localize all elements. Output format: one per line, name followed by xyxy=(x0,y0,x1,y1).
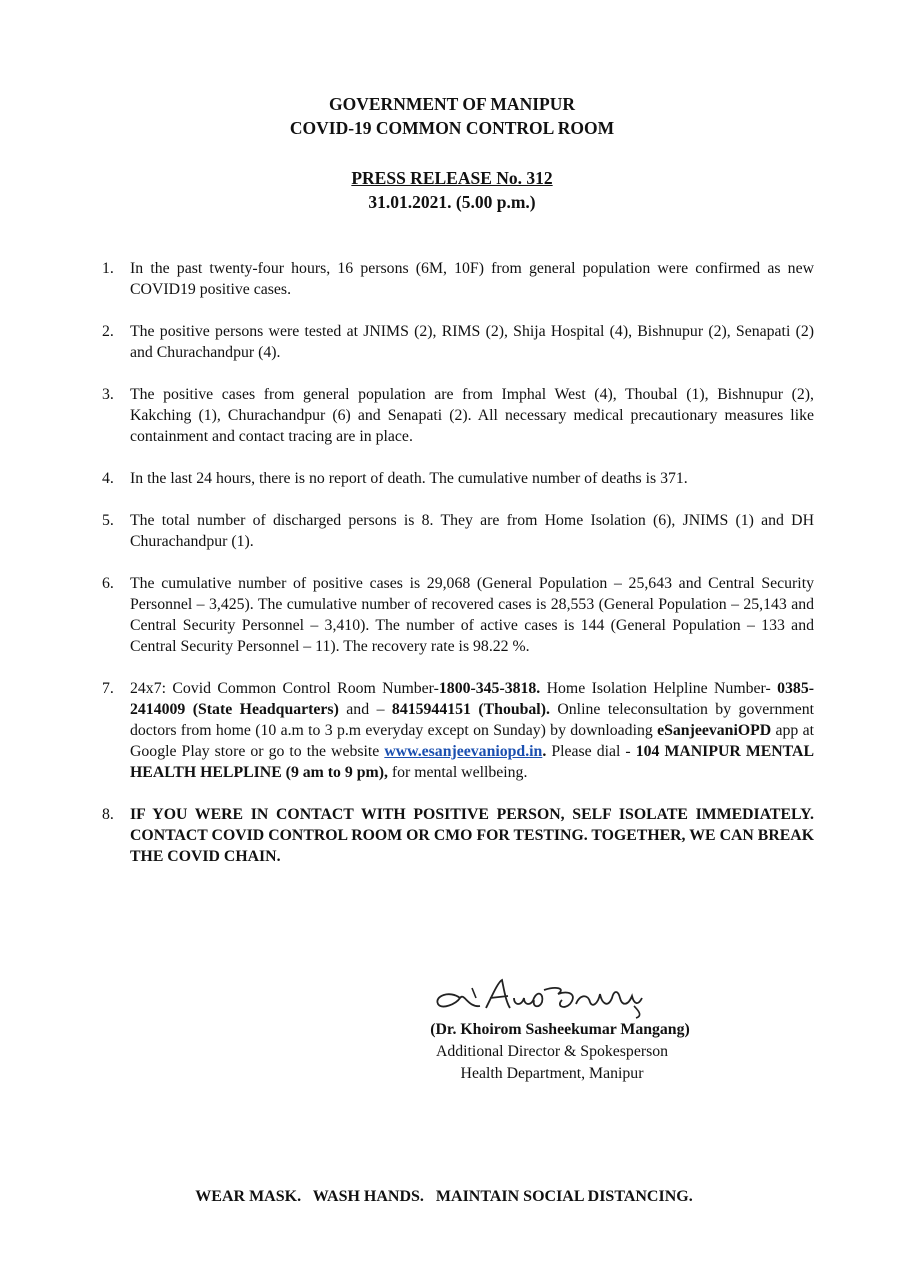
app-name: eSanjeevaniOPD xyxy=(657,722,772,739)
item-text: In the past twenty-four hours, 16 persons (6M, 10F) from general population were confirmed as new COVID19 positive cases. xyxy=(130,260,814,298)
item-text: and – xyxy=(338,701,392,718)
item-number: 3. xyxy=(102,386,114,403)
website-link[interactable]: www.esanjeevaniopd.in xyxy=(384,743,543,760)
list-item xyxy=(100,468,814,489)
item-text: 24x7: Covid Common Control Room Number- xyxy=(130,680,439,697)
item-number: 5. xyxy=(102,512,114,529)
item-text: Online teleconsultation by government doctors from home (10 a.m to 3 p.m everyday except on Sunday) by downloading xyxy=(130,701,815,739)
helpline-item xyxy=(100,678,814,783)
footer-slogan: WEAR MASK. WASH HANDS. MAINTAIN SOCIAL DISTANCING. xyxy=(195,1188,693,1205)
signatory-designation: Additional Director & Spokesperson xyxy=(435,1043,669,1060)
advisory-item xyxy=(100,804,814,867)
signatory-name: (Dr. Khoirom Sasheekumar Mangang) xyxy=(430,1021,690,1038)
thoubal-helpline-number: 8415944151 (Thoubal). xyxy=(391,701,550,718)
signatory-department: Health Department, Manipur xyxy=(460,1065,644,1082)
item-number: 2. xyxy=(102,323,114,340)
item-text: The total number of discharged persons is 8. They are from Home Isolation (6), JNIMS (1) and DH Churachandpur (1). xyxy=(130,512,814,550)
list-item xyxy=(100,258,814,300)
item-text: The cumulative number of positive cases is 29,068 (General Population – 25,643 and Central Security Personnel – 3,425). The cumulative number of recovered cases is 28,553 (General Population – 25,143 and Central Security Personnel – 3,410). The number of active cases is 144 (General Population – 133 and Central Security Personnel – 11). The recovery rate is 98.22 %. xyxy=(130,575,814,655)
control-room-heading: COVID-19 COMMON CONTROL ROOM xyxy=(289,118,615,138)
item-text: app at Google Play store or go to the website xyxy=(130,722,815,760)
release-date: 31.01.2021. (5.00 p.m.) xyxy=(368,192,536,212)
hq-helpline-number: 0385-2414009 (State Headquarters) xyxy=(130,680,814,718)
item-text: The positive persons were tested at JNIMS (2), RIMS (2), Shija Hospital (4), Bishnupur (2), Senapati (2) and Churachandpur (4). xyxy=(130,323,814,361)
item-text: The positive cases from general population are from Imphal West (4), Thoubal (1), Bishnupur (2), Kakching (1), Churachandpur (6) and Senapati (2). All necessary medical precautionary measures like containment and contact tracing are in place. xyxy=(130,386,814,445)
control-room-number: 1800-345-3818. xyxy=(438,680,541,697)
link-period: . xyxy=(542,743,547,760)
mental-health-helpline: 104 MANIPUR MENTAL HEALTH HELPLINE (9 am to 9 pm), xyxy=(130,743,814,781)
list-item xyxy=(100,510,814,552)
handwritten-signature xyxy=(428,976,658,1020)
release-items xyxy=(100,258,814,888)
list-item xyxy=(100,321,814,363)
list-item xyxy=(100,573,814,657)
government-heading: GOVERNMENT OF MANIPUR xyxy=(329,94,575,114)
item-number: 8. xyxy=(102,806,114,823)
item-number: 4. xyxy=(102,470,114,487)
item-number: 1. xyxy=(102,260,114,277)
advisory-text: IF YOU WERE IN CONTACT WITH POSITIVE PERSON, SELF ISOLATE IMMEDIATELY. CONTACT COVID CONTROL ROOM OR CMO FOR TESTING. TOGETHER, WE CAN BREAK THE COVID CHAIN. xyxy=(130,806,814,865)
item-number: 7. xyxy=(102,680,114,697)
item-text: In the last 24 hours, there is no report of death. The cumulative number of deaths is 371. xyxy=(130,470,688,487)
item-text: for mental wellbeing. xyxy=(387,764,528,781)
item-number: 6. xyxy=(102,575,114,592)
item-text: Home Isolation Helpline Number- xyxy=(540,680,778,697)
item-text: Please dial - xyxy=(546,743,636,760)
list-item xyxy=(100,384,814,447)
press-release-number: PRESS RELEASE No. 312 xyxy=(351,168,553,188)
